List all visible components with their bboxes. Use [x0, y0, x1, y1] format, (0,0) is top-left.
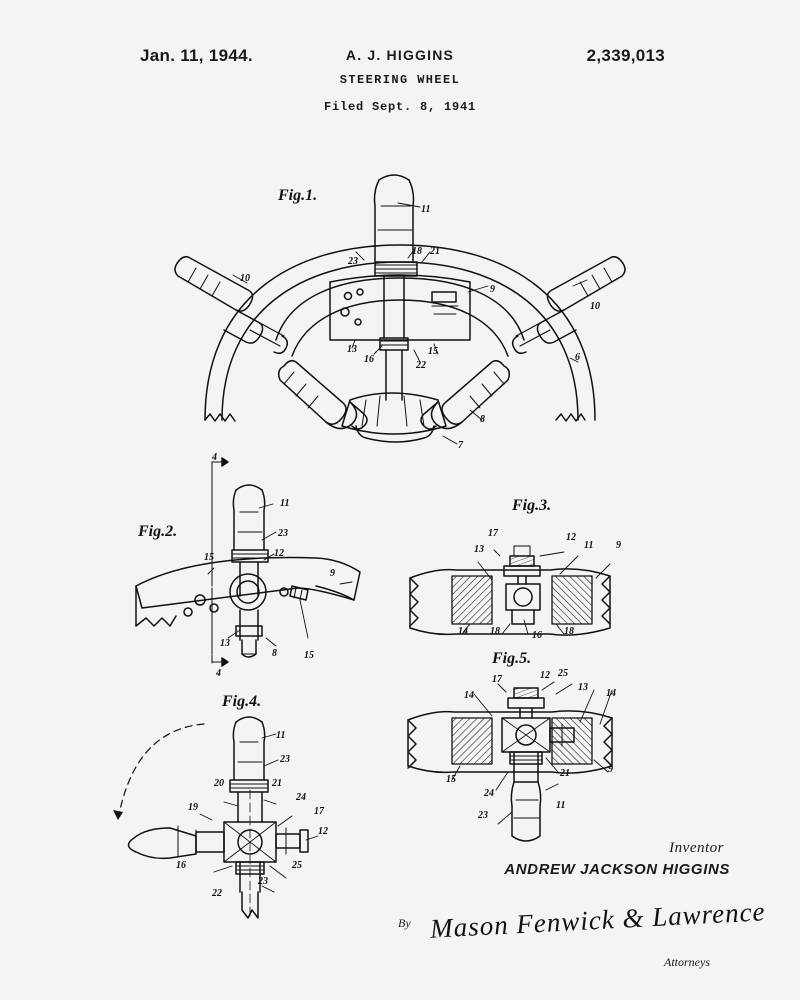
by-label: By	[398, 916, 411, 930]
inventor-name: ANDREW JACKSON HIGGINS	[504, 861, 730, 878]
svg-text:19: 19	[188, 802, 198, 813]
svg-text:13: 13	[347, 344, 357, 355]
svg-text:9: 9	[330, 568, 335, 579]
svg-text:25: 25	[558, 668, 568, 679]
svg-text:15: 15	[446, 774, 456, 785]
svg-text:21: 21	[430, 246, 440, 257]
svg-text:23: 23	[348, 256, 358, 267]
svg-text:16: 16	[532, 630, 542, 641]
figure-3	[410, 546, 610, 635]
patent-filing-date: Filed Sept. 8, 1941	[323, 100, 477, 114]
svg-text:9: 9	[616, 540, 621, 551]
svg-text:4: 4	[216, 668, 221, 679]
svg-text:11: 11	[421, 204, 431, 215]
svg-text:14: 14	[464, 690, 474, 701]
svg-text:12: 12	[274, 548, 284, 559]
svg-text:12: 12	[540, 670, 550, 681]
svg-text:10: 10	[590, 301, 600, 312]
svg-text:12: 12	[318, 826, 328, 837]
svg-text:23: 23	[278, 528, 288, 539]
svg-text:13: 13	[578, 682, 588, 693]
patent-title: STEERING WHEEL	[339, 73, 461, 87]
svg-text:18: 18	[490, 626, 500, 637]
svg-text:15: 15	[304, 650, 314, 661]
figure-5-label: Fig.5.	[492, 650, 532, 667]
svg-text:24: 24	[296, 792, 306, 803]
svg-text:8: 8	[480, 414, 485, 425]
svg-text:4: 4	[212, 452, 217, 463]
svg-text:17: 17	[488, 528, 498, 539]
svg-text:8: 8	[272, 648, 277, 659]
svg-text:14: 14	[458, 626, 468, 637]
patent-inventor-header: A. J. HIGGINS	[345, 47, 455, 63]
svg-text:10: 10	[240, 273, 250, 284]
svg-text:6: 6	[575, 352, 580, 363]
figure-5	[408, 682, 612, 841]
svg-text:12: 12	[566, 532, 576, 543]
figure-3-label: Fig.3.	[512, 497, 552, 514]
svg-text:23: 23	[258, 876, 268, 887]
svg-text:18: 18	[564, 626, 574, 637]
svg-text:23: 23	[478, 810, 488, 821]
svg-text:22: 22	[212, 888, 222, 899]
svg-text:17: 17	[492, 674, 502, 685]
svg-text:14: 14	[606, 688, 616, 699]
svg-text:24: 24	[484, 788, 494, 799]
inventor-word: Inventor	[669, 840, 724, 856]
svg-text:11: 11	[276, 730, 286, 741]
svg-text:22: 22	[416, 360, 426, 371]
svg-text:20: 20	[214, 778, 224, 789]
svg-text:11: 11	[280, 498, 290, 509]
svg-text:16: 16	[364, 354, 374, 365]
attorney-signature: Mason Fenwick & Lawrence	[429, 896, 767, 944]
svg-text:16: 16	[176, 860, 186, 871]
svg-text:11: 11	[556, 800, 566, 811]
svg-text:15: 15	[428, 346, 438, 357]
svg-text:13: 13	[474, 544, 484, 555]
attorneys-label: Attorneys	[664, 955, 710, 969]
figure-1-label: Fig.1.	[278, 187, 318, 204]
svg-text:7: 7	[458, 440, 463, 451]
svg-text:13: 13	[220, 638, 230, 649]
svg-text:15: 15	[204, 552, 214, 563]
svg-text:11: 11	[584, 540, 594, 551]
figure-4-label: Fig.4.	[222, 693, 262, 710]
signature-block	[430, 840, 730, 878]
svg-text:21: 21	[560, 768, 570, 779]
patent-number: 2,339,013	[586, 46, 665, 65]
svg-text:17: 17	[314, 806, 324, 817]
svg-text:23: 23	[280, 754, 290, 765]
svg-text:21: 21	[272, 778, 282, 789]
figure-2-label: Fig.2.	[138, 523, 178, 540]
patent-date: Jan. 11, 1944.	[140, 46, 253, 65]
figure-1	[175, 175, 625, 444]
svg-text:9: 9	[608, 764, 613, 775]
svg-text:9: 9	[490, 284, 495, 295]
svg-text:25: 25	[292, 860, 302, 871]
svg-text:18: 18	[412, 246, 422, 257]
figure-2	[136, 458, 360, 666]
